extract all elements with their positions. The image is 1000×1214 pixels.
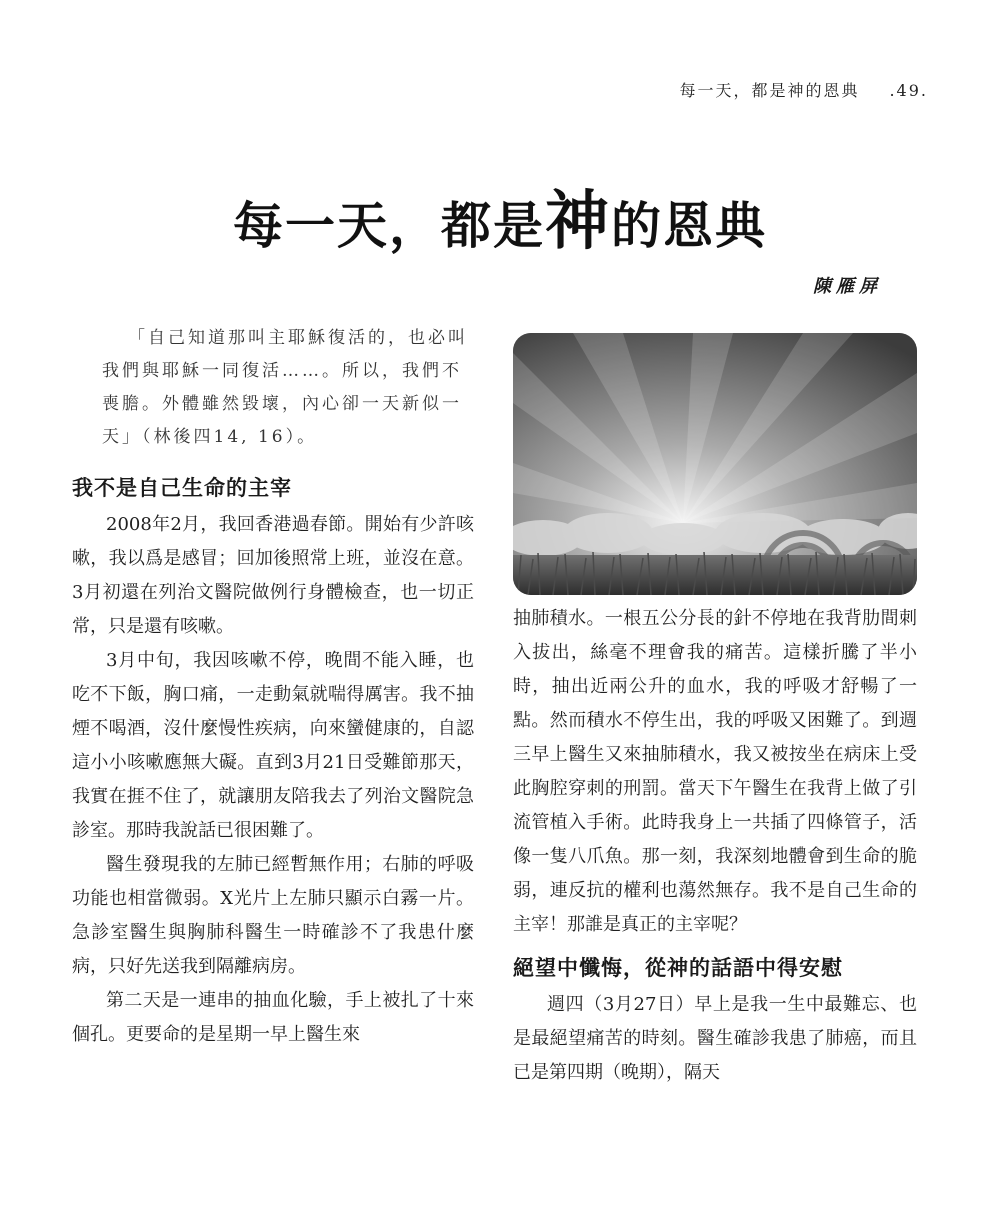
title-part-2: 的恩典 <box>611 197 767 255</box>
title-emphasis: 神 <box>545 185 611 259</box>
section-heading-2: 絕望中懺悔，從神的話語中得安慰 <box>513 956 843 980</box>
paragraph: 2008年2月，我回香港過春節。開始有少許咳嗽，我以爲是感冒；回加後照常上班，並沒在意。3月初還在列治文醫院做例行身體檢查，也一切正常，只是還有咳嗽。 <box>72 514 474 637</box>
sky-photo <box>513 333 917 595</box>
paragraph: 3月中旬，我因咳嗽不停，晚間不能入睡，也吃不下飯，胸口痛，一走動氣就喘得厲害。我不抽煙不喝酒，沒什麼慢性疾病，向來蠻健康的，自認這小小咳嗽應無大礙。直到3月21日受難節那天，我實在捱不住了，就讓朋友陪我去了列治文醫院急診室。那時我說話已很困難了。 <box>72 650 474 841</box>
paragraph: 醫生發現我的左肺已經暫無作用；右肺的呼吸功能也相當微弱。X光片上左肺只顯示白霧一片。急診室醫生與胸肺科醫生一時確診不了我患什麼病，只好先送我到隔離病房。 <box>72 854 474 977</box>
author-name: 陳雁屏 <box>813 276 882 297</box>
right-column <box>513 602 917 1090</box>
running-title: 每一天，都是神的恩典 <box>679 81 860 100</box>
scripture-quote <box>72 322 474 454</box>
section-heading-1: 我不是自己生命的主宰 <box>72 476 292 500</box>
left-column <box>72 322 474 1052</box>
page-number: .49. <box>889 81 928 100</box>
paragraph: 第二天是一連串的抽血化驗，手上被扎了十來個孔。更要命的是星期一早上醫生來 <box>72 990 474 1045</box>
running-header <box>679 78 928 101</box>
quote-text: 「自己知道那叫主耶穌復活的，也必叫我們與耶穌一同復活……。所以，我們不喪膽。外體雖然毀壞，內心卻一天新似一天」（林後四14, 16）。 <box>102 328 468 447</box>
paragraph: 抽肺積水。一根五公分長的針不停地在我背肋間刺入拔出，絲毫不理會我的痛苦。這樣折騰了半小時，抽出近兩公升的血水，我的呼吸才舒暢了一點。然而積水不停生出，我的呼吸又困難了。到週三早上醫生又來抽肺積水，我又被按坐在病床上受此胸腔穿刺的刑罰。當天下午醫生在我背上做了引流管植入手術。此時我身上一共插了四條管子，活像一隻八爪魚。那一刻，我深刻地體會到生命的脆弱，連反抗的權利也蕩然無存。我不是自己生命的主宰！那誰是真正的主宰呢？ <box>513 608 917 935</box>
article-title <box>0 170 1000 262</box>
sky-illustration <box>513 333 917 595</box>
paragraph: 週四（3月27日）早上是我一生中最難忘、也是最絕望痛苦的時刻。醫生確診我患了肺癌，而且已是第四期（晚期），隔天 <box>513 994 917 1083</box>
title-part-1: 每一天，都是 <box>233 197 545 255</box>
